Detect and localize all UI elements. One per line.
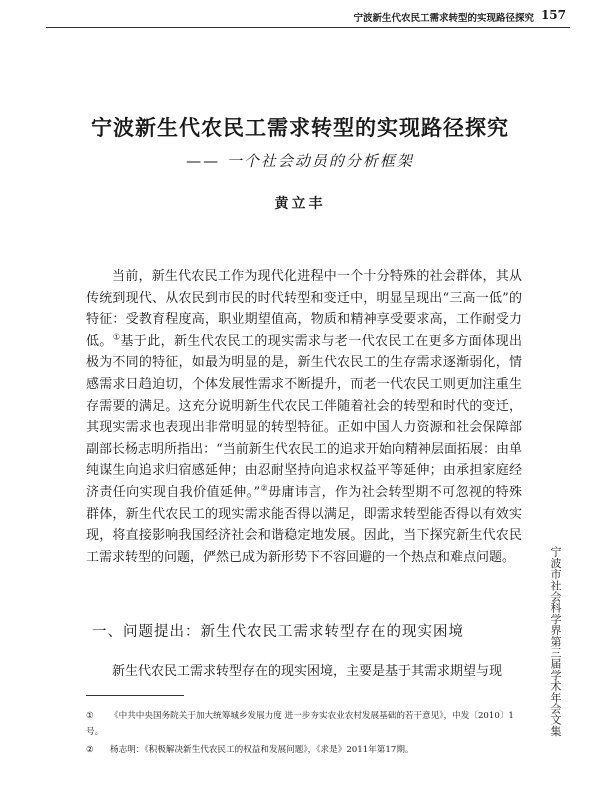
section-heading: 一、问题提出：新生代农民工需求转型存在的现实困境 bbox=[92, 624, 464, 640]
running-head-title: 宁波新生代农民工需求转型的实现路径探究 bbox=[353, 13, 534, 24]
intro-text-part1: 当前，新生代农民工作为现代化进程中一个十分特殊的社会群体，其从传统到现代、从农民到市民的时代转型和变迁中，明显呈现出“三高一低”的特征：受教育程度高，职业期望值高，物质和精神享受要求高，工作耐受力低。 bbox=[86, 269, 522, 349]
footnote-1-text: 《中共中央国务院关于加大统筹城乡发展力度 进一步夯实农业农村发展基础的若干意见》，中发〔2010〕1号。 bbox=[86, 711, 514, 737]
footnote-ref-2[interactable]: ② bbox=[260, 483, 269, 493]
footnote-2-text: 杨志明：《积极解决新生代农民工的权益和发展问题》，《求是》2011年第17期。 bbox=[110, 745, 414, 755]
section-first-line: 新生代农民工需求转型存在的现实困境，主要是基于其需求期望与现 bbox=[112, 664, 503, 679]
footnote-ref-1[interactable]: ① bbox=[112, 332, 121, 342]
footnote-2 bbox=[86, 742, 522, 758]
page-number: 157 bbox=[540, 8, 566, 22]
intro-paragraph bbox=[86, 266, 522, 568]
intro-text-part2: 基于此，新生代农民工的现实需求与老一代农民工在更多方面体现出极为不同的特征，如最为明显的是，新生代农民工的生存需求逐渐弱化，情感需求日趋迫切，个体发展性需求不断提升，而老一代农民工则更加注重生存需要的满足。这充分说明新生代农民工伴随着社会的转型和时代的变迁，其现实需求也表现出非常明显的转型特征。正如中国人力资源和社会保障部副部长杨志明所指出：“当前新生代农民工的追求开始向精神层面拓展：由单纯谋生向追求归宿感延伸；由忍耐坚持向追求权益平等延伸；由承担家庭经济责任向实现自我价值延伸。” bbox=[86, 333, 522, 500]
header-rule bbox=[46, 27, 570, 28]
footnote-2-mark: ② bbox=[86, 745, 94, 755]
footnote-1 bbox=[86, 708, 522, 740]
footnote-1-mark: ① bbox=[86, 711, 94, 721]
article-subtitle: —— 一个社会动员的分析框架 bbox=[186, 152, 414, 170]
article-title: 宁波新生代农民工需求转型的实现路径探究 bbox=[91, 115, 509, 140]
side-collection-label: 宁波市社会科学界第三届学术年会文集 bbox=[549, 546, 562, 737]
article-author: 黄立丰 bbox=[274, 196, 326, 212]
footnote-rule bbox=[86, 695, 184, 696]
intro-text-part3: 毋庸讳言，作为社会转型期不可忽视的特殊群体，新生代农民工的现实需求能否得以满足，即需求转型能否得以有效实现，将直接影响我国经济社会和谐稳定地发展。因此，当下探究新生代农民工需求转型的问题，俨然已成为新形势下不容回避的一个热点和难点问题。 bbox=[86, 484, 522, 565]
running-head bbox=[0, 0, 600, 28]
